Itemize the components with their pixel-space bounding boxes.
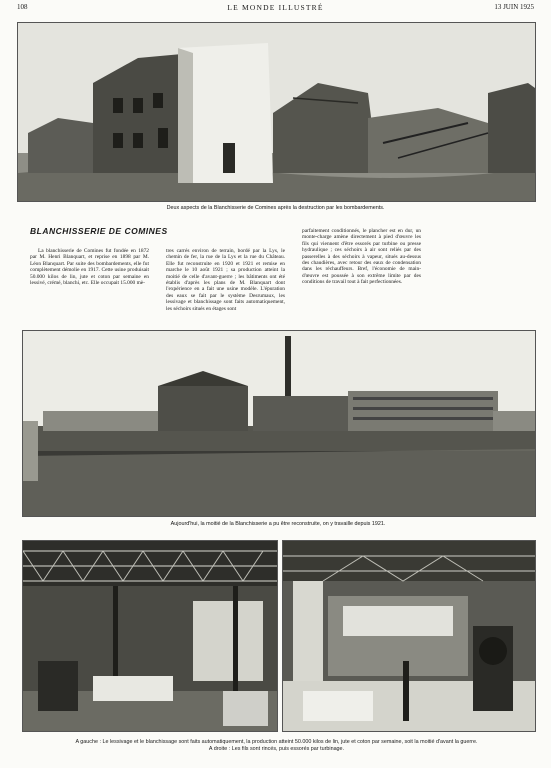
- article-title: BLANCHISSERIE DE COMINES: [30, 226, 168, 236]
- article-column-2: tres carrés environ de terrain, bordé par la Lys, le chemin de fer, la rue de la Lys et la rue du Château. Elle fut reconstruite en 1920 et 1921 et remise en marche le 10 août 1921 ; sa production atteint la moitié de celle d'avant-guerre ; les bâtiments ont été établis d'après les plans de M. Blanquart dont l'expérience en a fait une usine modèle. L'épuration des eaux se fait par le système Desrumaux, les lessivage et blanchissage sont faits automatiquement, les séchoirs situés en étages sont: [166, 248, 285, 312]
- article-column-1: La blanchisserie de Comines fut fondée en 1872 par M. Henri Blanquart, et reprise en 1898 par M. Léon Blanquart. Par suite des bombardements, elle fut complètement démolie en 1917. Cette usine produisait 50.000 kilos de lin, jute et coton par semaine en lessivé, crémé, blanchi, etc. Elle occupait 15.000 mè-: [30, 248, 149, 287]
- washing-photo: [22, 540, 278, 732]
- factory-photo: [22, 330, 536, 517]
- article-column-3: parfaitement conditionnés, le plancher est en dur, un monte-charge amène directement à pied d'œuvre les fils qui viennent d'être essorés par turbine ou presse hydraulique ; ces séchoirs à air sont reliés par des passerelles à des séchoirs à vapeur, situés au-dessus des chaudières, avec retour des eaux de condensation dans les réchauffeurs. Bref, l'économie de main-d'œuvre est poussée à son extrême limite par des conditions de travail tout à fait perfectionnées.: [302, 228, 421, 286]
- bottom-photos-caption: [18, 739, 535, 753]
- top-photo-caption: Deux aspects de la Blanchisserie de Comines après la destruction par les bombardements.: [166, 205, 385, 211]
- washing-illustration: [23, 541, 277, 731]
- magazine-title: LE MONDE ILLUSTRÉ: [227, 3, 324, 12]
- page-header: [17, 3, 534, 15]
- rinsing-photo: [282, 540, 536, 732]
- ruins-illustration: [18, 23, 535, 201]
- bottom-caption-left: A gauche : Le lessivage et le blanchissage sont faits automatiquement, la production atteint 50.000 kilos de lin, jute et coton par semaine, soit la moitié d'avant la guerre.: [75, 739, 478, 745]
- ruins-photo: [17, 22, 536, 202]
- bottom-caption-right: A droite : Les fils sont rincés, puis essorés par turbinage.: [208, 746, 345, 752]
- page-number: 108: [17, 3, 28, 11]
- rinsing-illustration: [283, 541, 535, 731]
- issue-date: 13 JUIN 1925: [494, 3, 534, 11]
- factory-illustration: [23, 331, 535, 516]
- middle-photo-caption: Aujourd'hui, la moitié de la Blanchisserie a pu être reconstruite, on y travaille depuis 1921.: [170, 521, 386, 527]
